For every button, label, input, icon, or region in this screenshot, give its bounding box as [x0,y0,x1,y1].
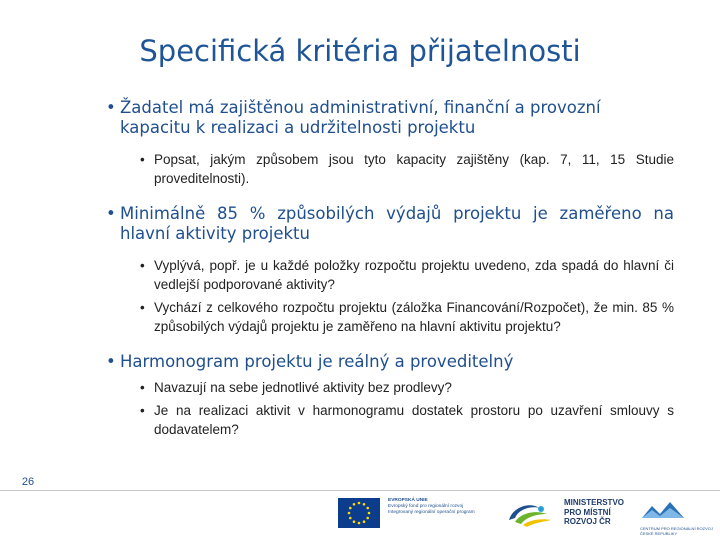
page-title: Specifická kritéria přijatelnosti [139,34,581,68]
list-item: • Je na realizaci aktivit v harmonogramu dostatek prostoru po uzavření smlouvy s dodavatelem? [140,401,674,439]
list-item: • Vyplývá, popř. je u každé položky rozpočtu projektu uvedeno, zda spadá do hlavní či vedlejší podporované aktivity? [140,256,674,294]
footer-divider [0,490,720,491]
section-heading-expenses: • Minimálně 85 % způsobilých výdajů projektu je zaměřeno na hlavní aktivity projektu [104,204,674,244]
ministry-logo [564,498,636,527]
page-number: 26 [21,476,35,488]
crr-logo-line2: ČESKÉ REPUBLIKY [640,530,678,536]
eu-logo-line2: Evropský fond pro regionální rozvoj [388,504,464,510]
eu-flag-icon [338,498,380,528]
iop-swirl-logo-icon [505,500,553,528]
crr-logo-icon [640,500,686,520]
eu-logo-line3: Integrovaný regionální operační program [388,510,475,516]
list-item: • Vychází z celkového rozpočtu projektu (záložka Financování/Rozpočet), že min. 85 % způsobilých výdajů projektu je zaměřeno na hlavní aktivitu projektu? [140,298,674,336]
eu-logo-text [388,498,496,517]
ministry-logo-line1: MINISTERSTVO [564,498,625,507]
content-body [104,98,674,439]
crr-logo-line1: CENTRUM PRO REGIONÁLNÍ ROZVOJ [640,526,713,531]
section-heading-capacity: • Žadatel má zajištěnou administrativní, finanční a provozní kapacitu k realizaci a udržitelnosti projektu [104,98,674,138]
list-item: • Navazují na sebe jednotlivé aktivity bez prodlevy? [140,378,674,397]
section-heading-schedule: • Harmonogram projektu je reálný a proveditelný [104,352,674,372]
ministry-logo-line2: PRO MÍSTNÍ [564,507,611,517]
ministry-logo-line3: ROZVOJ ČR [564,517,611,526]
crr-logo [640,500,714,537]
list-item: • Popsat, jakým způsobem jsou tyto kapacity zajištěny (kap. 7, 11, 15 Studie proveditelnosti). [140,150,674,188]
eu-logo-line1: EVROPSKÁ UNIE [388,498,428,503]
